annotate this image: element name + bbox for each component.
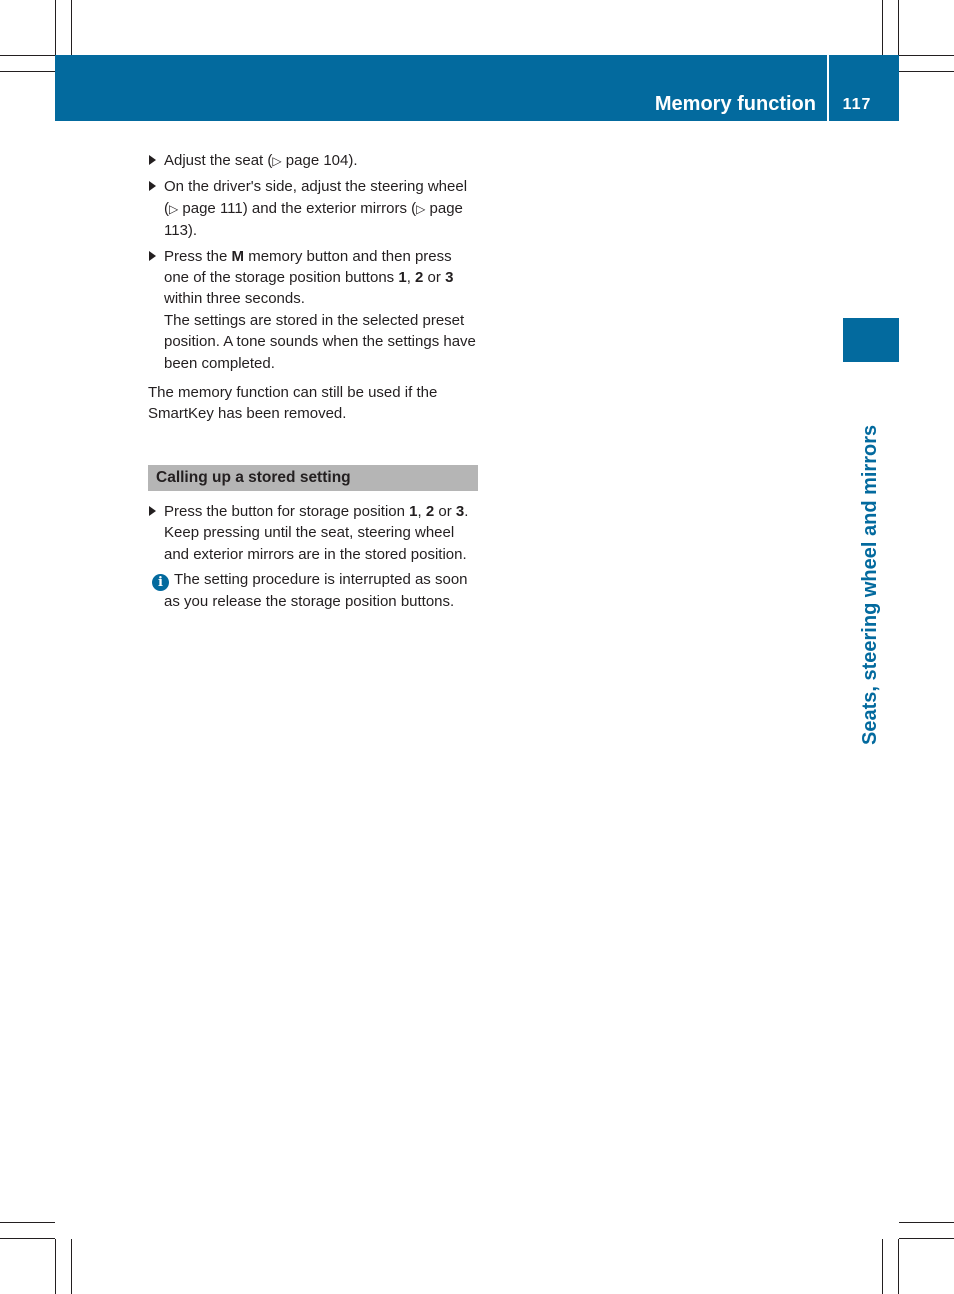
step-arrow-icon (149, 155, 156, 165)
section-title: Memory function (654, 93, 816, 115)
crop-mark (55, 1239, 56, 1294)
step-arrow-icon (149, 251, 156, 261)
step-note: The settings are stored in the selected preset position. A tone sounds when the settings have been completed. (164, 311, 476, 372)
crop-mark (71, 0, 72, 55)
body-paragraph: The memory function can still be used if the SmartKey has been removed. (148, 384, 438, 423)
instruction-step: Adjust the seat (▷ page 104). (148, 150, 478, 172)
section-heading: Calling up a stored setting (148, 465, 478, 491)
crop-mark (882, 0, 883, 55)
page-ref-icon: ▷ (272, 154, 282, 168)
crop-mark (55, 0, 56, 55)
info-note: i The setting procedure is interrupted as soon as you release the storage position buttons. (148, 569, 478, 612)
instruction-step: Press the M memory button and then press one of the storage position buttons 1, 2 or 3 within three seconds. The settings are stored in the selected preset position. A tone sounds when the settings have been completed. (148, 246, 478, 374)
crop-mark (0, 1222, 55, 1223)
crop-mark (0, 55, 55, 56)
crop-mark (899, 71, 954, 72)
crop-mark (898, 1239, 899, 1294)
step-arrow-icon (149, 506, 156, 516)
info-icon: i (152, 574, 169, 591)
chapter-title: Seats, steering wheel and mirrors (859, 424, 881, 745)
instruction-step: Press the button for storage position 1, 2 or 3. Keep pressing until the seat, steering wheel and exterior mirrors are in the stored position. (148, 501, 478, 565)
crop-mark (882, 1239, 883, 1294)
crop-mark (898, 0, 899, 55)
page-ref-icon: ▷ (169, 201, 179, 216)
crop-mark (899, 1222, 954, 1223)
page-ref-icon: ▷ (416, 201, 426, 216)
chapter-tab (843, 318, 899, 362)
crop-mark (0, 71, 55, 72)
page-number: 117 (842, 96, 872, 113)
crop-mark (71, 1239, 72, 1294)
crop-mark (899, 55, 954, 56)
crop-mark (899, 1238, 954, 1239)
step-arrow-icon (149, 181, 156, 191)
crop-mark (0, 1238, 55, 1239)
instruction-step: On the driver's side, adjust the steering wheel (▷ page 111) and the exterior mirrors (▷ page 113). (148, 176, 478, 241)
main-column (148, 150, 478, 613)
